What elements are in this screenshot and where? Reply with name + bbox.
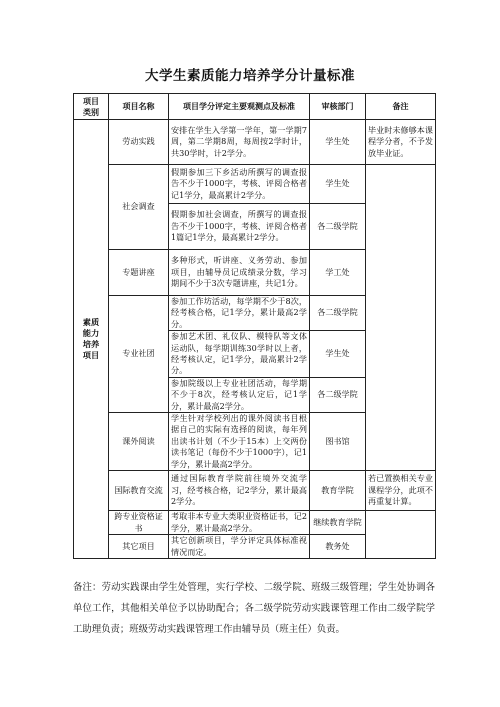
item-note: 毕业时未修够本课程学分者，不予发放毕业证。 [366, 120, 436, 165]
table-row [74, 120, 436, 165]
item-standard: 安排在学生入学第一学年，第一学期7周，第二学期8周，每周按2学时计，共30学时，计2学分。 [169, 120, 310, 165]
note-empty [366, 165, 436, 471]
footnote: 备注：劳动实践课由学生处管理，实行学校、二级学院、班级三级管理；学生处协调各单位工作，其他相关单位予以协助配合；各二级学院劳动实践课管理工作由二级学院学工助理负责；班级劳动实践课管理工作由辅导员（班主任）负责。 [73, 582, 435, 635]
item-standard: 多种形式，听讲座、义务劳动、参加项目，由辅导员记成绩录分数，学习期间不少于3次专题讲座，共记1分。 [169, 250, 310, 296]
item-standard: 假期参加社会调查，所撰写的调查报告不少于1000字，考核、评阅合格者1篇记1学分，最高累计2学分。 [169, 204, 310, 250]
table-row [74, 511, 436, 535]
credit-standard-table [73, 93, 436, 559]
item-dept: 图书馆 [310, 413, 366, 471]
item-standard: 参加工作坊活动，每学期不少于8次，经考核合格，记1学分，累计最高2学分。 [169, 296, 310, 331]
item-standard: 通过国际教育学院前往境外交流学习，经考核合格，记2学分，累计最高2学分。 [169, 471, 310, 511]
item-name: 跨专业资格证书 [109, 511, 169, 535]
table-row [74, 165, 436, 204]
category-cell: 素质能力培养项目 [74, 120, 109, 559]
item-dept: 各二级学院 [310, 296, 366, 331]
item-standard: 假期参加三下乡活动所撰写的调查报告不少于1000字，考核、评阅合格者记1学分，最高累计2学分。 [169, 165, 310, 204]
item-name: 专题讲座 [109, 250, 169, 296]
item-dept: 学生处 [310, 331, 366, 378]
header-note: 备注 [366, 94, 436, 120]
header-dept: 审核部门 [310, 94, 366, 120]
item-name: 社会调查 [109, 165, 169, 250]
item-dept: 学生处 [310, 120, 366, 165]
item-standard: 参加艺术团、礼仪队、模特队等文体运动队，每学期训练30学时以上者，经考核认定，记1学分，最高累计2学分。 [169, 331, 310, 378]
item-dept: 学工处 [310, 250, 366, 296]
table-header-row [74, 94, 436, 120]
item-dept: 继续教育学院 [310, 511, 366, 535]
item-standard: 考取非本专业大类职业资格证书，记2学分，累计最高2学分。 [169, 511, 310, 535]
item-name: 国际教育交流 [109, 471, 169, 511]
header-category: 项目类别 [74, 94, 109, 120]
item-standard: 其它创新项目，学分评定具体标准视情况而定。 [169, 535, 310, 559]
item-standard: 学生针对学校列出的课外阅读书目根据自己的实际有选择的阅读，每年列出读书计划（不少于15本）上交两份读书笔记（每份不少于1000字），记1学分，累计最高2学分。 [169, 413, 310, 471]
item-name: 劳动实践 [109, 120, 169, 165]
item-dept: 各二级学院 [310, 377, 366, 412]
item-dept: 各二级学院 [310, 204, 366, 250]
item-name: 专业社团 [109, 296, 169, 413]
item-dept: 教育学院 [310, 471, 366, 511]
header-item-name: 项目名称 [109, 94, 169, 120]
item-note: 若已置换相关专业课程学分，此项不再重复计算。 [366, 471, 436, 511]
item-dept: 教务处 [310, 535, 366, 559]
header-standard: 项目学分评定主要观测点及标准 [169, 94, 310, 120]
page-title: 大学生素质能力培养学分计量标准 [145, 68, 355, 84]
item-name: 课外阅读 [109, 413, 169, 471]
item-name: 其它项目 [109, 535, 169, 559]
table-row [74, 471, 436, 511]
item-dept: 学生处 [310, 165, 366, 204]
item-standard: 参加院级以上专业社团活动，每学期不少于8次，经考核认定后，记1学分，累计最高2学分。 [169, 377, 310, 412]
note-empty [366, 511, 436, 559]
